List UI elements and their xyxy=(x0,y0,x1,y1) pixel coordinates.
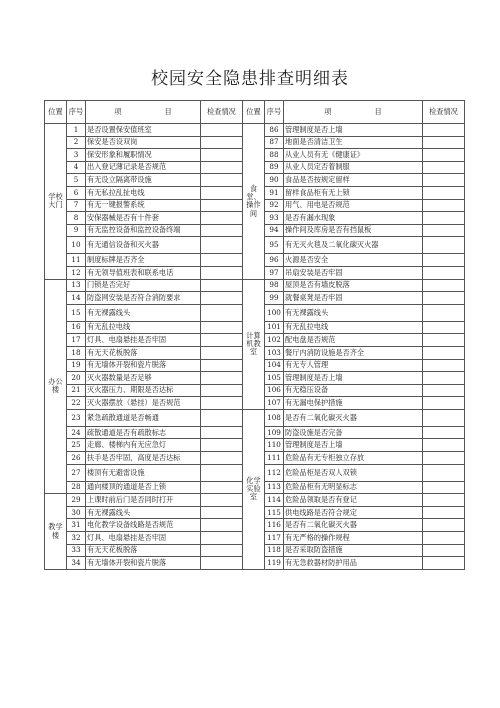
seq-number: 20 xyxy=(67,372,86,385)
check-result-cell xyxy=(201,124,243,137)
check-item: 是否采取防盗措施 xyxy=(284,544,423,557)
check-result-cell xyxy=(423,426,465,439)
check-item: 有无天花板脱落 xyxy=(86,346,201,359)
check-item: 是否有漏水现象 xyxy=(284,212,423,225)
seq-number: 29 xyxy=(67,494,86,507)
check-item: 是否有二氧化碳灭火器 xyxy=(284,519,423,532)
seq-number: 2 xyxy=(67,136,86,149)
check-result-cell xyxy=(201,224,243,237)
seq-number: 17 xyxy=(67,334,86,347)
seq-number: 91 xyxy=(265,186,284,199)
check-item: 上课时前后门是否同时打开 xyxy=(86,494,201,507)
seq-number: 7 xyxy=(67,199,86,212)
header-check: 检查情况 xyxy=(201,101,243,124)
inspection-table xyxy=(44,100,465,570)
seq-number: 110 xyxy=(265,439,284,452)
check-result-cell xyxy=(423,532,465,545)
check-result-cell xyxy=(201,136,243,149)
seq-number: 19 xyxy=(67,359,86,372)
check-item: 有无裸露线头 xyxy=(86,506,201,519)
check-result-cell xyxy=(423,149,465,162)
check-item: 扶手是否牢固，高度是否达标 xyxy=(86,452,201,465)
check-result-cell xyxy=(423,186,465,199)
check-result-cell xyxy=(423,212,465,225)
seq-number: 86 xyxy=(265,124,284,137)
check-item: 灯具、电扇悬挂是否牢固 xyxy=(86,532,201,545)
check-result-cell xyxy=(201,149,243,162)
seq-number: 118 xyxy=(265,544,284,557)
check-result-cell xyxy=(423,279,465,292)
seq-number: 113 xyxy=(265,481,284,494)
seq-number: 1 xyxy=(67,124,86,137)
seq-number: 6 xyxy=(67,186,86,199)
location-cell: 计算 机教 室 xyxy=(243,279,265,409)
seq-number: 116 xyxy=(265,519,284,532)
check-item: 安保器械是否有十件套 xyxy=(86,212,201,225)
check-result-cell xyxy=(201,494,243,507)
seq-number: 94 xyxy=(265,224,284,237)
check-result-cell xyxy=(201,397,243,410)
seq-number: 107 xyxy=(265,397,284,410)
check-result-cell xyxy=(423,464,465,481)
seq-number: 115 xyxy=(265,506,284,519)
check-result-cell xyxy=(201,384,243,397)
check-item: 是否设置保安值班室 xyxy=(86,124,201,137)
check-result-cell xyxy=(201,237,243,254)
check-result-cell xyxy=(201,464,243,481)
check-result-cell xyxy=(423,544,465,557)
seq-number: 10 xyxy=(67,237,86,254)
table-row xyxy=(45,124,465,137)
check-result-cell xyxy=(201,557,243,570)
check-result-cell xyxy=(423,346,465,359)
check-item: 有无灭火毯及二氧化碳灭火器 xyxy=(284,237,423,254)
check-result-cell xyxy=(423,384,465,397)
check-item: 地面是否清洁卫生 xyxy=(284,136,423,149)
check-result-cell xyxy=(423,124,465,137)
check-result-cell xyxy=(201,292,243,305)
check-item: 有无天花板脱落 xyxy=(86,544,201,557)
check-result-cell xyxy=(201,519,243,532)
check-item: 就餐桌凳是否牢固 xyxy=(284,292,423,305)
check-item: 有无一键报警系统 xyxy=(86,199,201,212)
seq-number: 31 xyxy=(67,519,86,532)
check-result-cell xyxy=(201,481,243,494)
seq-number: 13 xyxy=(67,279,86,292)
check-result-cell xyxy=(423,237,465,254)
check-result-cell xyxy=(201,439,243,452)
check-item: 有无严格的操作规程 xyxy=(284,532,423,545)
seq-number: 14 xyxy=(67,292,86,305)
check-result-cell xyxy=(423,174,465,187)
check-item: 电化教学设备线路是否规范 xyxy=(86,519,201,532)
check-result-cell xyxy=(201,199,243,212)
table-row xyxy=(45,409,465,426)
seq-number: 100 xyxy=(265,304,284,321)
check-result-cell xyxy=(423,452,465,465)
check-item: 留样食品柜有无上锁 xyxy=(284,186,423,199)
seq-number: 30 xyxy=(67,506,86,519)
seq-number: 4 xyxy=(67,161,86,174)
check-item: 从业人员有无《健康证》 xyxy=(284,149,423,162)
check-result-cell xyxy=(201,544,243,557)
location-cell: 办公 楼 xyxy=(45,279,67,494)
check-result-cell xyxy=(423,481,465,494)
seq-number: 104 xyxy=(265,359,284,372)
seq-number: 103 xyxy=(265,346,284,359)
check-item: 管理制度是否上墙 xyxy=(284,439,423,452)
seq-number: 98 xyxy=(265,279,284,292)
check-item: 保安是否设双岗 xyxy=(86,136,201,149)
check-result-cell xyxy=(201,321,243,334)
seq-number: 96 xyxy=(265,254,284,267)
check-result-cell xyxy=(201,266,243,279)
check-result-cell xyxy=(201,279,243,292)
check-item: 用气、用电是否规范 xyxy=(284,199,423,212)
seq-number: 90 xyxy=(265,174,284,187)
check-item: 有无稳压设备 xyxy=(284,384,423,397)
seq-number: 27 xyxy=(67,464,86,481)
seq-number: 89 xyxy=(265,161,284,174)
seq-number: 112 xyxy=(265,464,284,481)
check-result-cell xyxy=(423,161,465,174)
check-result-cell xyxy=(423,439,465,452)
check-item: 有无私拉乱扯电线 xyxy=(86,186,201,199)
seq-number: 119 xyxy=(265,557,284,570)
check-result-cell xyxy=(423,304,465,321)
seq-number: 88 xyxy=(265,149,284,162)
check-item: 疏散通道是否有疏散标志 xyxy=(86,426,201,439)
seq-number: 23 xyxy=(67,409,86,426)
header-check: 检查情况 xyxy=(423,101,465,124)
check-result-cell xyxy=(201,334,243,347)
check-item: 走廊、楼梯内有无应急灯 xyxy=(86,439,201,452)
header-position: 位置 xyxy=(45,101,67,124)
location-cell: 学校 大门 xyxy=(45,124,67,280)
seq-number: 18 xyxy=(67,346,86,359)
check-item: 出入登记薄记录是否规范 xyxy=(86,161,201,174)
check-item: 配电盘是否规范 xyxy=(284,334,423,347)
check-result-cell xyxy=(423,372,465,385)
seq-number: 109 xyxy=(265,426,284,439)
check-result-cell xyxy=(201,359,243,372)
location-cell: 化学 实验 室 xyxy=(243,409,265,569)
seq-number: 105 xyxy=(265,372,284,385)
check-result-cell xyxy=(423,266,465,279)
location-cell: 食 堂、 操作 间 xyxy=(243,124,265,280)
header-seq: 序号 xyxy=(67,101,86,124)
check-result-cell xyxy=(201,212,243,225)
check-result-cell xyxy=(423,397,465,410)
seq-number: 97 xyxy=(265,266,284,279)
check-result-cell xyxy=(201,254,243,267)
seq-number: 16 xyxy=(67,321,86,334)
seq-number: 26 xyxy=(67,452,86,465)
check-result-cell xyxy=(423,136,465,149)
check-item: 危险品有无专柜独立存放 xyxy=(284,452,423,465)
check-item: 有无墙体开裂和瓷片脱落 xyxy=(86,359,201,372)
check-result-cell xyxy=(423,359,465,372)
check-result-cell xyxy=(423,557,465,570)
check-item: 紧急疏散通道是否畅通 xyxy=(86,409,201,426)
check-item: 门锁是否完好 xyxy=(86,279,201,292)
check-item: 危险品领取是否有登记 xyxy=(284,494,423,507)
seq-number: 28 xyxy=(67,481,86,494)
check-item: 有无监控设备和监控设备终端 xyxy=(86,224,201,237)
check-item: 有无裸露线头 xyxy=(284,304,423,321)
check-item: 楼顶有无避雷设施 xyxy=(86,464,201,481)
check-item: 危险品柜有无明显标志 xyxy=(284,481,423,494)
check-item: 有无乱拉电线 xyxy=(86,321,201,334)
check-item: 有无领导值班表和联系电话 xyxy=(86,266,201,279)
check-item: 防盗网安装是否符合消防要求 xyxy=(86,292,201,305)
seq-number: 101 xyxy=(265,321,284,334)
table-header-row xyxy=(45,101,465,124)
check-result-cell xyxy=(423,224,465,237)
check-item: 有无乱拉电线 xyxy=(284,321,423,334)
seq-number: 95 xyxy=(265,237,284,254)
seq-number: 5 xyxy=(67,174,86,187)
check-result-cell xyxy=(423,506,465,519)
seq-number: 12 xyxy=(67,266,86,279)
check-item: 有无通信设备和灭火器 xyxy=(86,237,201,254)
seq-number: 9 xyxy=(67,224,86,237)
check-result-cell xyxy=(201,174,243,187)
seq-number: 25 xyxy=(67,439,86,452)
check-item: 操作间及库房是否有挡鼠板 xyxy=(284,224,423,237)
check-result-cell xyxy=(423,334,465,347)
check-result-cell xyxy=(423,199,465,212)
seq-number: 93 xyxy=(265,212,284,225)
seq-number: 15 xyxy=(67,304,86,321)
check-result-cell xyxy=(423,519,465,532)
seq-number: 22 xyxy=(67,397,86,410)
check-result-cell xyxy=(423,494,465,507)
seq-number: 33 xyxy=(67,544,86,557)
seq-number: 24 xyxy=(67,426,86,439)
check-result-cell xyxy=(201,186,243,199)
check-item: 有无漏电保护措施 xyxy=(284,397,423,410)
check-item: 火源是否安全 xyxy=(284,254,423,267)
seq-number: 34 xyxy=(67,557,86,570)
check-item: 灭火器压力、期限是否达标 xyxy=(86,384,201,397)
seq-number: 108 xyxy=(265,409,284,426)
check-result-cell xyxy=(201,161,243,174)
check-item: 有无设立隔离带设施 xyxy=(86,174,201,187)
check-item: 是否有二氧化碳灭火器 xyxy=(284,409,423,426)
check-result-cell xyxy=(201,372,243,385)
table-row xyxy=(45,279,465,292)
check-item: 危险品柜是否双人双锁 xyxy=(284,464,423,481)
seq-number: 117 xyxy=(265,532,284,545)
seq-number: 8 xyxy=(67,212,86,225)
check-result-cell xyxy=(201,346,243,359)
check-item: 通向楼顶的通道是否上锁 xyxy=(86,481,201,494)
check-item: 吊扇安装是否牢固 xyxy=(284,266,423,279)
check-item: 有无墙体开裂和瓷片脱落 xyxy=(86,557,201,570)
header-position: 位置 xyxy=(243,101,265,124)
check-result-cell xyxy=(201,409,243,426)
seq-number: 99 xyxy=(265,292,284,305)
check-item: 管理制度是否上墙 xyxy=(284,124,423,137)
seq-number: 111 xyxy=(265,452,284,465)
check-item: 有无裸露线头 xyxy=(86,304,201,321)
check-result-cell xyxy=(201,304,243,321)
seq-number: 92 xyxy=(265,199,284,212)
check-result-cell xyxy=(423,409,465,426)
page-title: 校园安全隐患排查明细表 xyxy=(151,69,349,89)
check-item: 从业人员定否着制服 xyxy=(284,161,423,174)
check-item: 有无急救器材防护用品 xyxy=(284,557,423,570)
check-item: 供电线路是否符合规定 xyxy=(284,506,423,519)
location-cell: 教学 楼 xyxy=(45,494,67,570)
check-result-cell xyxy=(201,452,243,465)
seq-number: 11 xyxy=(67,254,86,267)
check-item: 灯具、电扇悬挂是否牢固 xyxy=(86,334,201,347)
check-item: 食品是否按规定留样 xyxy=(284,174,423,187)
check-result-cell xyxy=(201,532,243,545)
seq-number: 114 xyxy=(265,494,284,507)
check-item: 保安形象和履职情况 xyxy=(86,149,201,162)
check-item: 管理制度是否上墙 xyxy=(284,372,423,385)
check-item: 制度标牌是否齐全 xyxy=(86,254,201,267)
check-item: 灭火器数量是否足够 xyxy=(86,372,201,385)
header-seq: 序号 xyxy=(265,101,284,124)
header-item: 项 目 xyxy=(86,101,201,124)
check-item: 屋顶是否有墙皮脱落 xyxy=(284,279,423,292)
check-result-cell xyxy=(201,506,243,519)
check-item: 餐厅内消防设施是否齐全 xyxy=(284,346,423,359)
header-item: 项 目 xyxy=(284,101,423,124)
seq-number: 102 xyxy=(265,334,284,347)
seq-number: 87 xyxy=(265,136,284,149)
check-item: 防盗设施是否完备 xyxy=(284,426,423,439)
seq-number: 21 xyxy=(67,384,86,397)
seq-number: 106 xyxy=(265,384,284,397)
check-result-cell xyxy=(423,254,465,267)
check-item: 灭火器摆放（悬挂）是否规范 xyxy=(86,397,201,410)
check-result-cell xyxy=(423,321,465,334)
check-item: 有无专人管理 xyxy=(284,359,423,372)
seq-number: 3 xyxy=(67,149,86,162)
seq-number: 32 xyxy=(67,532,86,545)
check-result-cell xyxy=(423,292,465,305)
check-result-cell xyxy=(201,426,243,439)
